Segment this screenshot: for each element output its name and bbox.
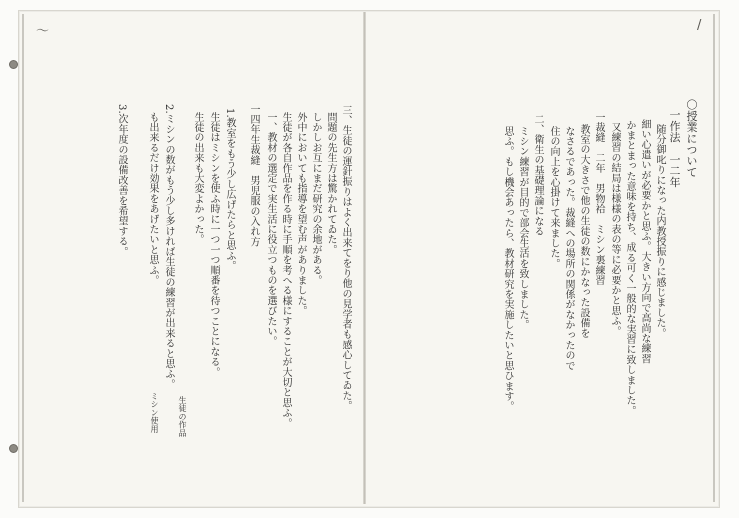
text-column: 二、衛生の基礎理論になる [532, 114, 543, 237]
text-column: 細い心遣いが必要かと思ふ。大きい方向で高尚な練習 [639, 119, 650, 364]
text-column: 生徒が各自作品を作る時に手順を考へる様にすることが大切と思ふ。 [280, 112, 291, 429]
text-column: 1.教室をもう少し広げたらと思ふ。 [224, 108, 235, 271]
binding-hole [9, 444, 18, 453]
text-column: 2.ミシンの数がもう少し多ければ生徒の練習が出来ると思ふ。 [163, 104, 174, 390]
text-column: 生徒はミシンを使ふ時に一つ一つ順番を待つことになる。 [208, 112, 219, 378]
text-column: 一四年生裁縫 男児服の入れ方 [248, 104, 259, 247]
left-page-edge [22, 14, 24, 502]
section-subheading: 一作法 一二年 [668, 109, 681, 188]
text-column: 随分御叱りになった内教授振りに感じました。 [654, 124, 665, 339]
right-page [367, 14, 713, 502]
text-column: 問題の先生方は驚かれてゐた。 [325, 112, 336, 255]
section-heading: 〇授業について [685, 99, 698, 178]
corner-mark: 〜 [36, 24, 50, 39]
text-column: 外中においても指導を望む声がありました。 [295, 112, 306, 316]
text-column: ミシン練習が目的で部会生活を致しました。 [517, 126, 528, 330]
corner-mark: / [697, 18, 702, 33]
text-column: 住の向上を心掛けて来ました。 [548, 126, 559, 269]
text-column: 一裁縫 二年 男物袷 ミシン裏練習 [593, 112, 604, 286]
text-column: しかしお互にまだ研究の余地がある。 [310, 112, 321, 286]
text-column: 一、教材の選定で実生活に役立つものを選びたい。 [265, 112, 276, 347]
right-page-edge [713, 14, 715, 502]
text-column: なさるであった。裁縫への場所の関係がなかったので [563, 126, 574, 371]
text-column: かまとまった意味を持ち、成る可く一般的な実習に致しました。 [624, 120, 635, 416]
text-column: 思ふ。もし機会あったら、教材研究を実施したいと思ひます。 [502, 126, 513, 412]
text-column: も出来るだけ効果をあげたいと思ふ。 [147, 112, 158, 286]
binding-hole [9, 60, 18, 69]
text-column: 3.次年度の設備改善を希望する。 [116, 104, 127, 257]
margin-note: ミシン使用 [150, 392, 159, 433]
text-column: 三、生徒の運針振りはよく出来てをり他の見学者も感心してゐた。 [340, 105, 351, 411]
text-column: 生徒の出来も大変よかった。 [192, 112, 203, 245]
text-column: 教室の大きさで他の生徒の数にかなった設備を [578, 124, 589, 339]
text-column: 又練習の結局は様様の表の等に必要かと思ふ。 [609, 122, 620, 337]
center-fold [363, 12, 366, 504]
margin-note: 生徒の作品 [178, 396, 187, 437]
